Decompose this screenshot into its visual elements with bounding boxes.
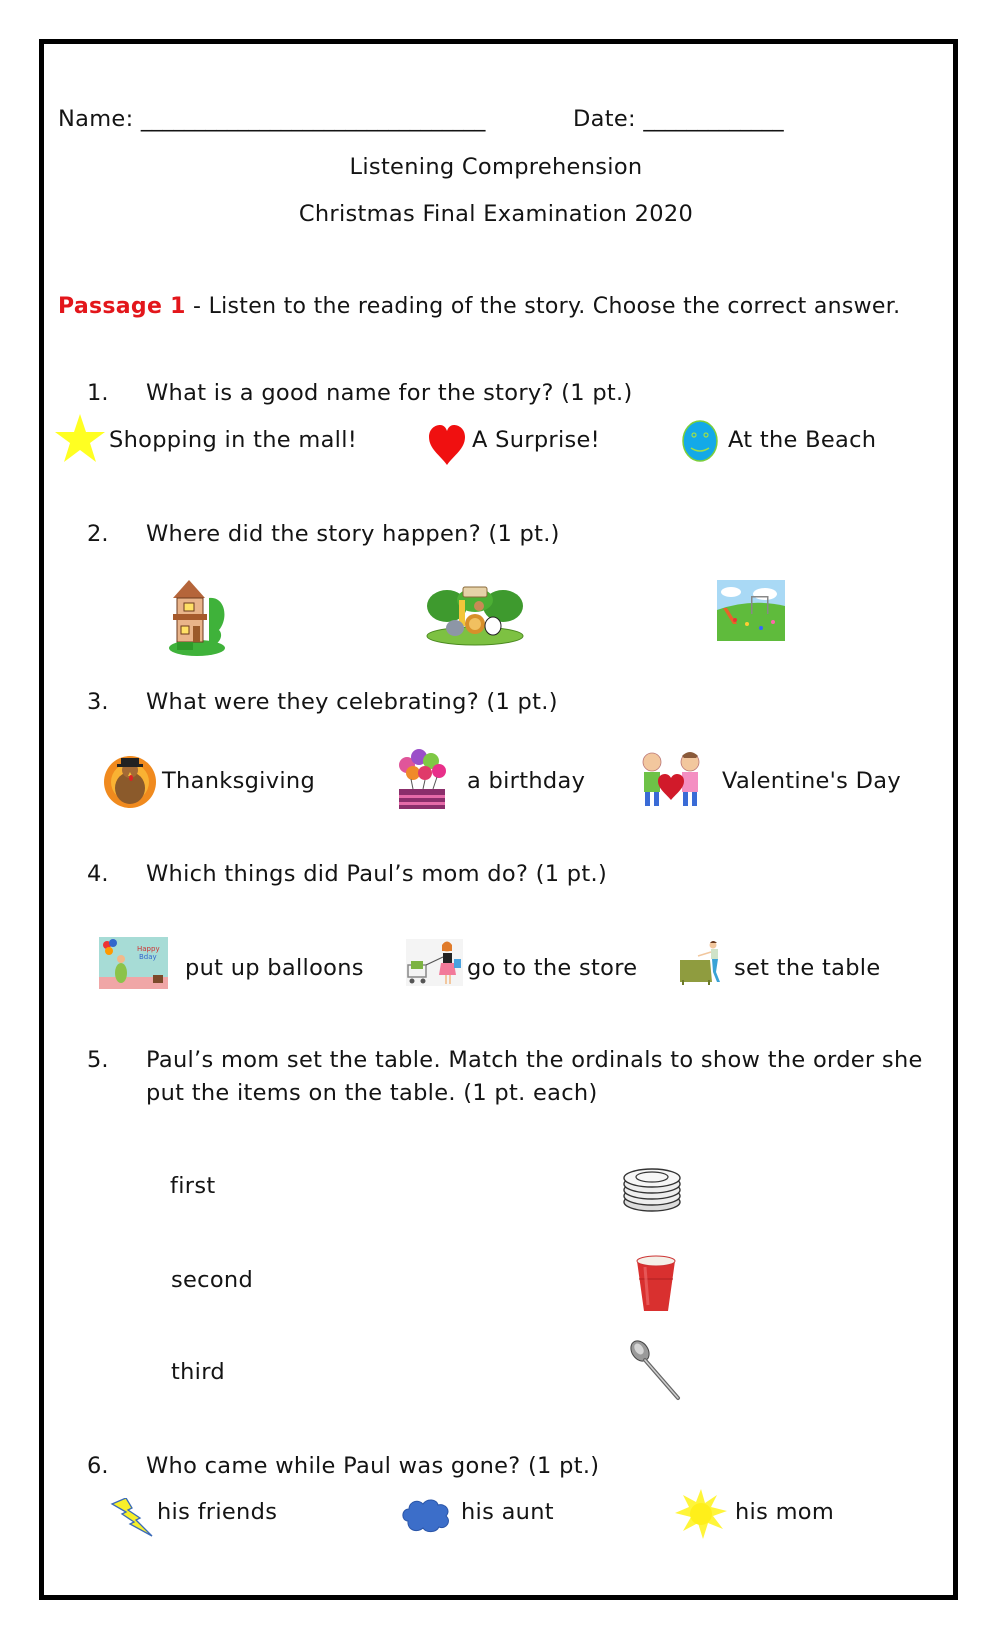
park-image [717, 580, 785, 641]
question-5-text-line2: put the items on the table. (1 pt. each) [146, 1080, 598, 1106]
q1-option-3[interactable] [682, 420, 718, 462]
question-1-text: What is a good name for the story? (1 pt.) [146, 380, 633, 406]
shopping-woman-image [406, 939, 463, 986]
sun-icon [673, 1489, 729, 1539]
passage-instruction-text: - Listen to the reading of the story. Choose the correct answer. [185, 294, 901, 319]
q6-option-1-label[interactable]: his friends [157, 1499, 278, 1525]
birthday-cake-image [391, 747, 453, 811]
ordinal-second[interactable]: second [171, 1267, 254, 1293]
q1-option-3-label[interactable]: At the Beach [728, 427, 877, 453]
question-4-text: Which things did Paul’s mom do? (1 pt.) [146, 861, 608, 887]
question-6-text: Who came while Paul was gone? (1 pt.) [146, 1453, 600, 1479]
q4-option-3[interactable] [680, 940, 726, 986]
q3-option-2[interactable] [391, 747, 453, 811]
question-3-text: What were they celebrating? (1 pt.) [146, 689, 558, 715]
question-3-number: 3. [87, 689, 109, 715]
question-2-text: Where did the story happen? (1 pt.) [146, 521, 560, 547]
q1-option-2-label[interactable]: A Surprise! [472, 427, 601, 453]
spoon-image [628, 1340, 684, 1402]
q6-option-2[interactable] [400, 1497, 452, 1533]
q6-option-3-label[interactable]: his mom [735, 1499, 835, 1525]
worksheet-subtitle: Christmas Final Examination 2020 [298, 201, 694, 227]
q3-option-1-label[interactable]: Thanksgiving [162, 768, 316, 794]
turkey-image [99, 752, 161, 808]
zoo-image [425, 584, 525, 646]
q2-option-park[interactable] [717, 580, 785, 641]
q6-option-1[interactable] [110, 1498, 154, 1538]
question-5-number: 5. [87, 1047, 109, 1073]
q3-option-2-label[interactable]: a birthday [467, 768, 586, 794]
worksheet-title: Listening Comprehension [349, 154, 643, 180]
ordinal-third[interactable]: third [171, 1359, 225, 1385]
date-field[interactable] [573, 108, 783, 131]
match-item-plates[interactable] [622, 1162, 682, 1214]
question-2-number: 2. [87, 521, 109, 547]
q6-option-2-label[interactable]: his aunt [461, 1499, 554, 1525]
lightning-icon [110, 1498, 154, 1538]
star-icon [54, 412, 106, 464]
valentine-couple-image [636, 748, 706, 808]
question-1-number: 1. [87, 380, 109, 406]
svg-text:Bday: Bday [139, 953, 157, 961]
ordinal-first[interactable]: first [170, 1173, 216, 1199]
name-blank[interactable]: ________________________________ [140, 106, 485, 132]
question-6-number: 6. [87, 1453, 109, 1479]
match-item-spoon[interactable] [628, 1340, 684, 1402]
q4-option-2[interactable] [406, 939, 463, 986]
passage-label: Passage 1 [58, 294, 186, 319]
house-image [167, 578, 231, 656]
question-5-text-line1: Paul’s mom set the table. Match the ordinals to show the order she [146, 1047, 923, 1073]
q3-option-1[interactable] [99, 752, 161, 808]
passage-instruction [58, 296, 900, 318]
q3-option-3[interactable] [636, 748, 706, 808]
date-label: Date: [573, 106, 636, 132]
q4-option-3-label[interactable]: set the table [734, 955, 881, 981]
balloons-image [99, 937, 168, 989]
smiley-face-icon [682, 420, 718, 462]
q1-option-2[interactable] [428, 424, 466, 466]
date-blank[interactable]: _____________ [643, 106, 784, 132]
question-4-number: 4. [87, 861, 109, 887]
q4-option-2-label[interactable]: go to the store [467, 955, 638, 981]
q4-option-1[interactable] [99, 937, 168, 989]
setting-table-image [680, 940, 726, 986]
q4-option-1-label[interactable]: put up balloons [185, 955, 364, 981]
q1-option-1[interactable] [54, 412, 110, 464]
q2-option-zoo[interactable] [425, 584, 525, 646]
match-item-cup[interactable] [635, 1255, 677, 1313]
q2-option-house[interactable] [167, 578, 231, 656]
name-label: Name: [58, 106, 134, 132]
plates-image [622, 1162, 682, 1214]
q6-option-3[interactable] [673, 1489, 729, 1539]
cloud-icon [400, 1497, 452, 1533]
q1-option-1-label[interactable]: Shopping in the mall! [109, 427, 358, 453]
svg-text:Happy: Happy [137, 945, 160, 953]
red-cup-image [635, 1255, 677, 1313]
q3-option-3-label[interactable]: Valentine's Day [722, 768, 901, 794]
name-field[interactable] [58, 108, 485, 131]
heart-icon [428, 424, 466, 466]
